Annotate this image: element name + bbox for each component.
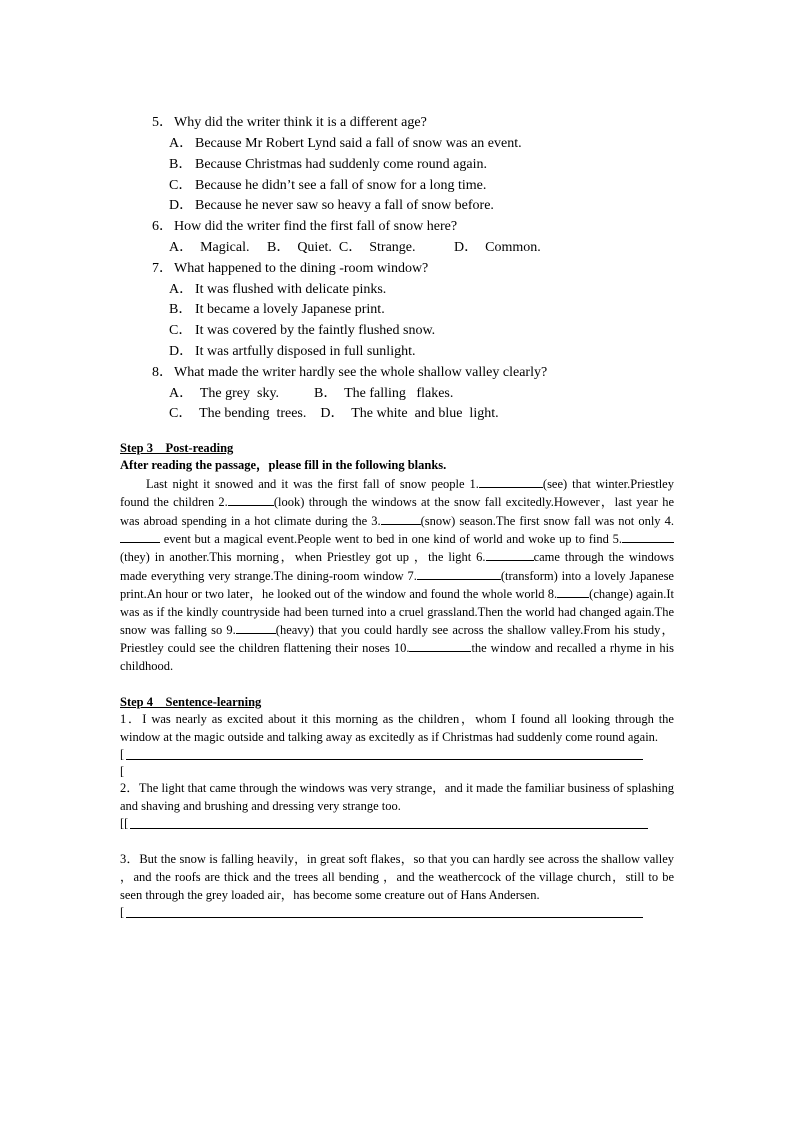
option-7a: A． It was flushed with delicate pinks.: [169, 282, 387, 297]
answer-line-1[interactable]: [: [120, 746, 674, 763]
question-number: 5．: [152, 115, 173, 130]
answer-line-1b: [: [120, 764, 125, 779]
blank-5[interactable]: [622, 530, 674, 543]
question-7: 7．What happened to the dining -room window?: [152, 261, 429, 276]
option-5a: A． Because Mr Robert Lynd said a fall of snow was an event.: [169, 136, 522, 151]
option-7d: D． It was artfully disposed in full sunlight.: [169, 344, 416, 359]
blank-6[interactable]: [486, 548, 534, 561]
blank-7[interactable]: [417, 567, 501, 580]
step3-instruction: After reading the passage，please fill in the following blanks.: [120, 458, 447, 473]
options-6: A． Magical. B． Quiet. C． Strange. D． Common.: [169, 240, 541, 255]
blank-10[interactable]: [409, 639, 471, 652]
option-7b: B． It became a lovely Japanese print.: [169, 302, 385, 317]
options-8-ab: A． The grey sky. B． The falling flakes.: [169, 386, 454, 401]
question-5: [152, 113, 427, 134]
step3-section: [120, 440, 674, 675]
blank-2[interactable]: [228, 493, 274, 506]
step3-title: Step 3 Post-reading: [120, 441, 234, 455]
question-text: What happened to the dining -room window?: [174, 261, 429, 276]
question-text: What made the writer hardly see the whole shallow valley clearly?: [174, 365, 548, 380]
sentence-3: 3．But the snow is falling heavily，in great soft flakes，so that you can hardly see across the shallow valley ，and the roofs are thick and the trees all bending ，and the weathercock of the village church，still to be seen through the grey loaded air，has become some creature out of Hans Andersen.: [120, 852, 674, 903]
sentence-1: 1．I was nearly as excited about it this morning as the children，whom I found all looking through the window at the magic outside and talking away as excitedly as if Christmas had suddenly come round again.: [120, 712, 674, 744]
step3-passage: Last night it snowed and it was the first fall of snow people 1. (see) that winter.Priestley found the children 2. (look) through the windows at the snow fall excitedly.However，last year he was abroad spending in a hot climate during the 3. (snow) season.The first snow fall was not only 4. event but a magical event.People went to bed in one kind of world and woke up to find 5.(they) in another.This morning，when Priestley got up ，the light 6. came through the windows made everything very strange.The dining-room window 7. (transform) into a lovely Japanese print.An hour or two later，he looked out of the window and found the whole world 8. (change) again.It was as if the kindly countryside had been turned into a cruel grassland.Then the world had changed again.The snow was falling so 9. (heavy) that you could hardly see across the shallow valley.From his study，Priestley could see the children flattening their noses 10. the window and recalled a rhyme in his childhood.: [120, 476, 675, 673]
blank-8[interactable]: [557, 585, 589, 598]
option-5c: C． Because he didn’t see a fall of snow for a long time.: [169, 178, 487, 193]
step4-title: Step 4 Sentence-learning: [120, 695, 262, 709]
sentence-2: 2．The light that came through the windows was very strange，and it made the familiar business of splashing and shaving and brushing and dressing very strange too.: [120, 781, 674, 813]
blank-9[interactable]: [236, 621, 276, 634]
option-5b: B． Because Christmas had suddenly come round again.: [169, 157, 487, 172]
blank-3[interactable]: [381, 512, 421, 525]
options-8-cd: C． The bending trees. D． The white and blue light.: [169, 406, 499, 421]
blank-1[interactable]: [479, 475, 543, 488]
step4-section: [120, 694, 674, 921]
answer-line-2[interactable]: [[: [120, 815, 674, 832]
question-8: 8．What made the writer hardly see the whole shallow valley clearly?: [152, 365, 548, 380]
option-5d: D． Because he never saw so heavy a fall of snow before.: [169, 198, 494, 213]
question-text: Why did the writer think it is a different age?: [174, 115, 427, 130]
question-text: How did the writer find the first fall of snow here?: [174, 219, 458, 234]
blank-4[interactable]: [120, 530, 160, 543]
question-6: 6．How did the writer find the first fall of snow here?: [152, 219, 458, 234]
answer-line-3[interactable]: [: [120, 904, 674, 921]
option-7c: C． It was covered by the faintly flushed snow.: [169, 323, 436, 338]
